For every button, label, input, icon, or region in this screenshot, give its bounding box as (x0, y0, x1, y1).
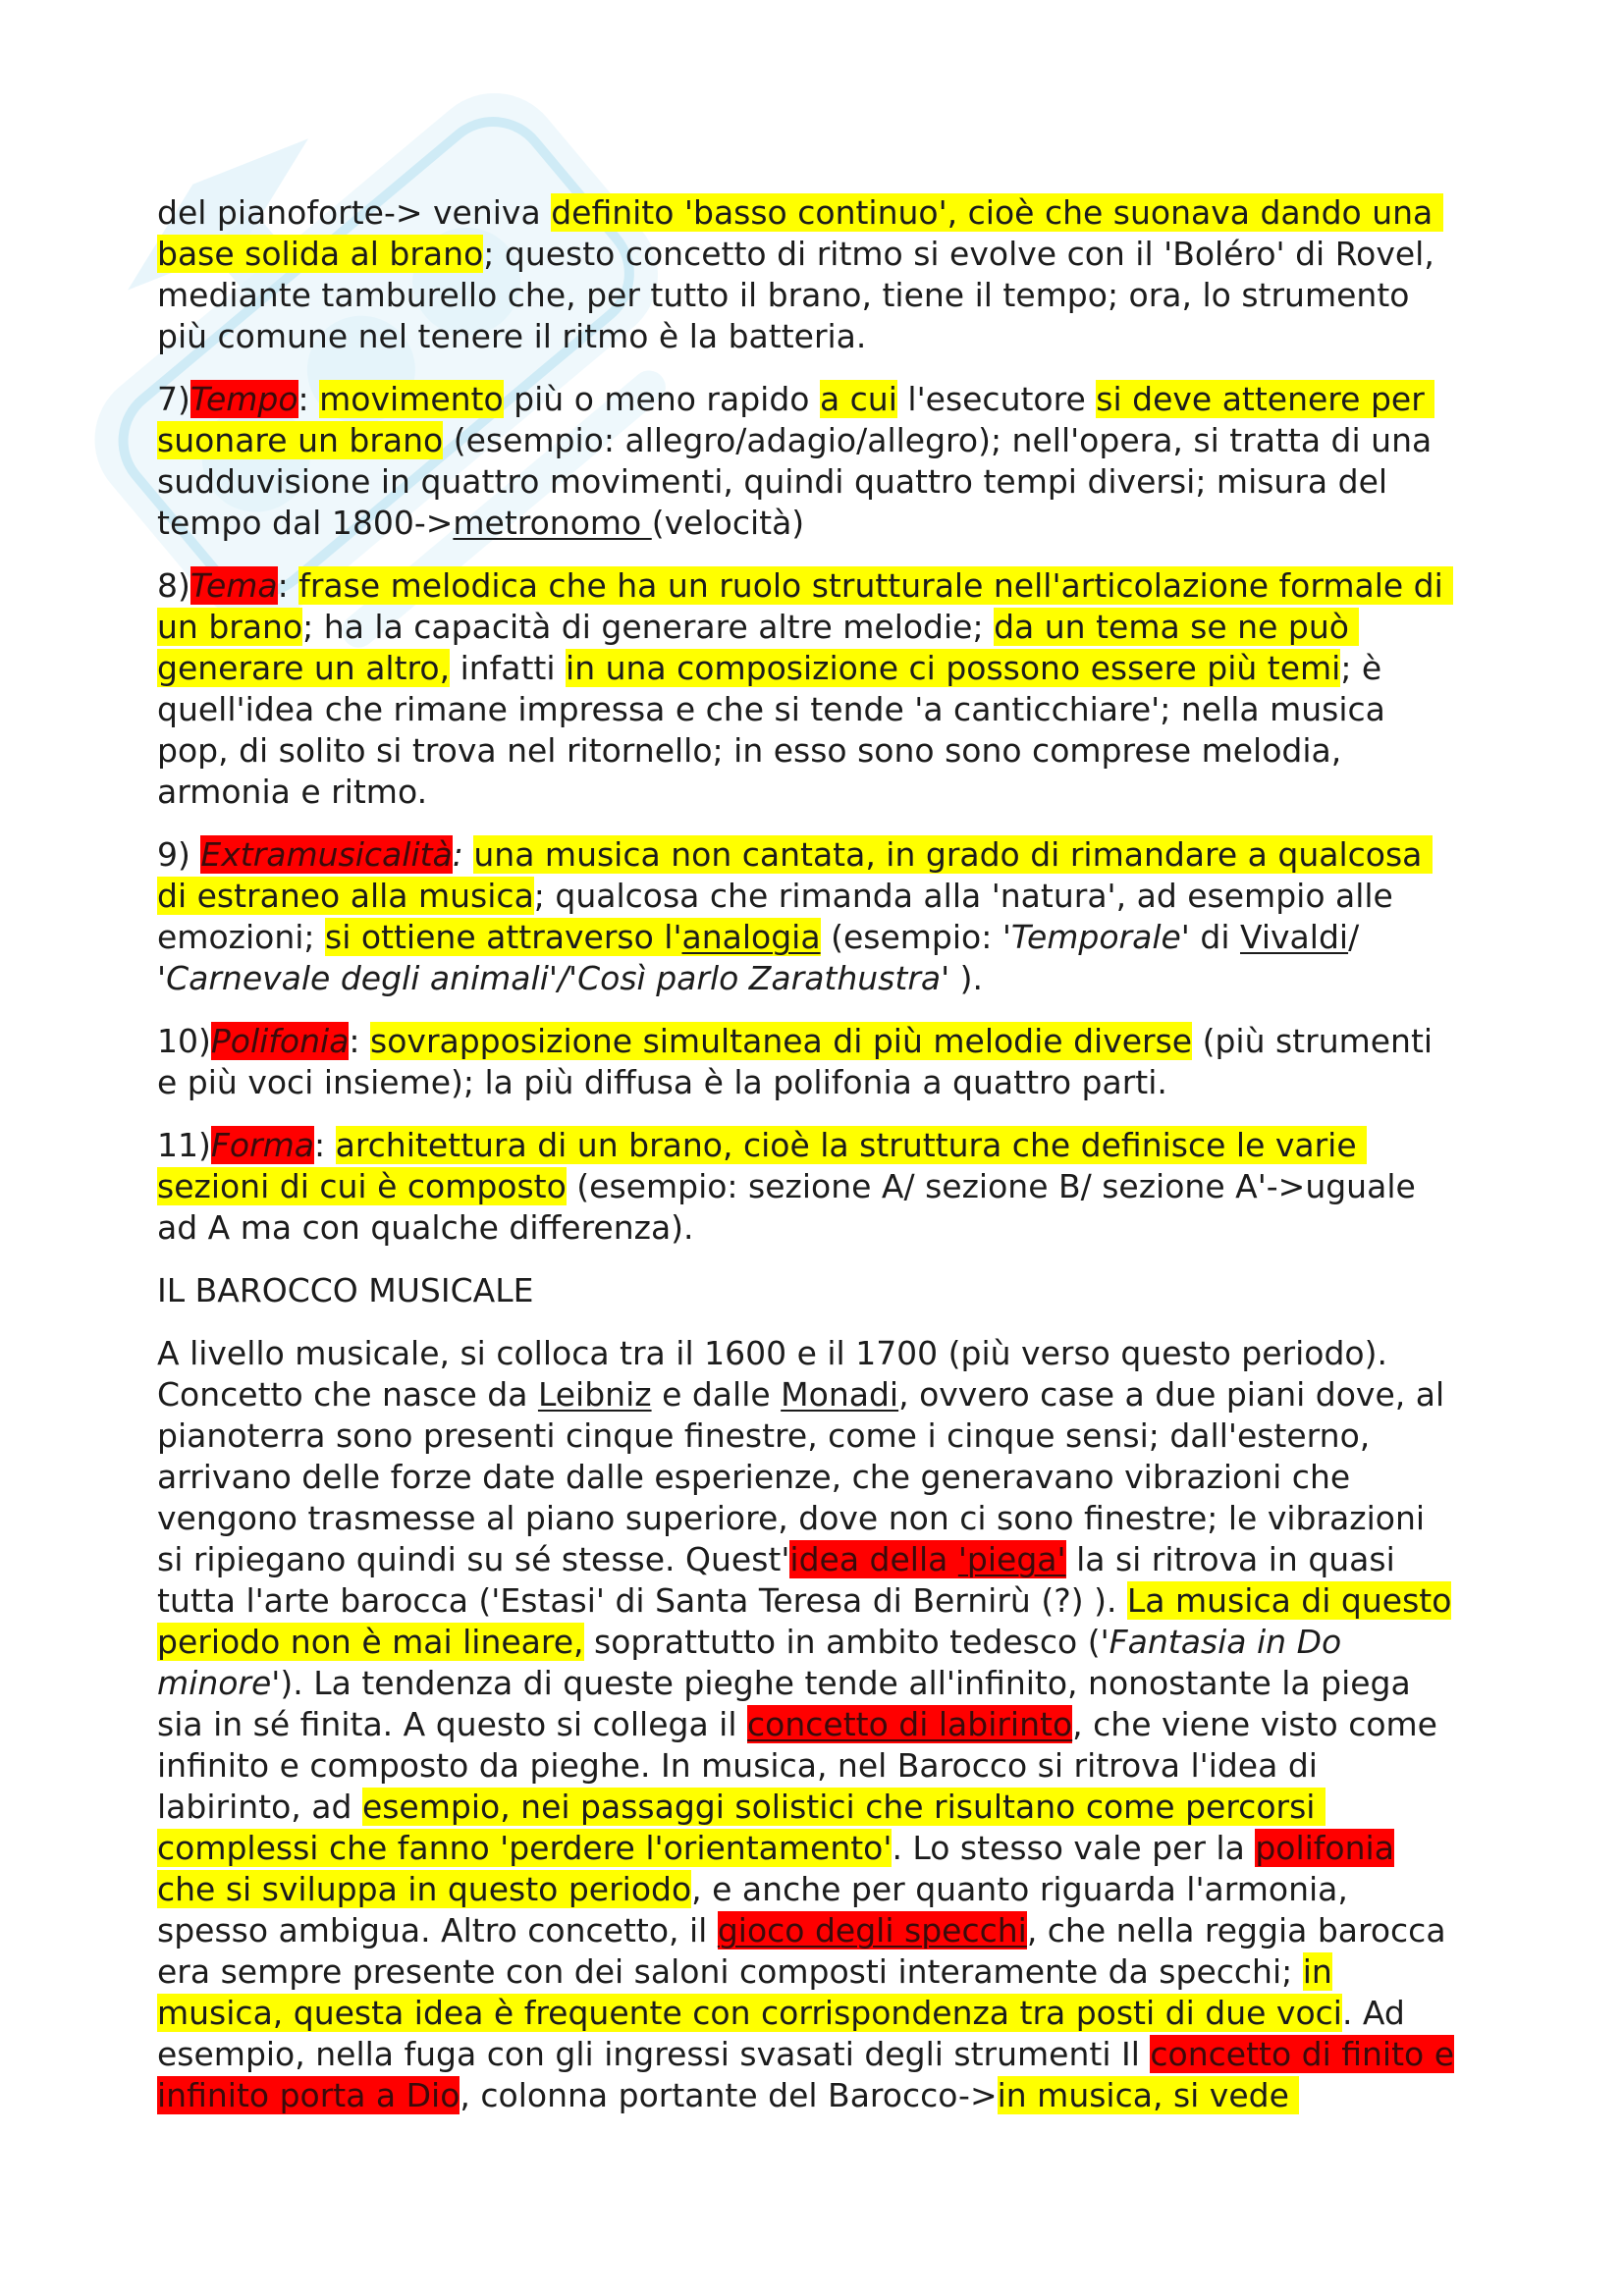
text-line (157, 1457, 1571, 1498)
text-line (157, 420, 1571, 461)
text-run: esempio, nella fuga con gli ingressi svasati degli strumenti Il (157, 2035, 1151, 2073)
yellow-highlight: base solida al brano (157, 235, 484, 273)
text-run: vengono trasmesse al piano superiore, dove non ci sono finestre; le vibrazioni (157, 1499, 1426, 1537)
text-run: tutta l'arte barocca ('Estasi' di Santa Teresa di Bernirù (?) ). (157, 1581, 1127, 1620)
text-run: emozioni; (157, 918, 326, 956)
text-line (157, 648, 1571, 689)
yellow-highlight: frase melodica che ha un ruolo strutturale nell'articolazione formale di (298, 566, 1454, 605)
text-line (157, 1166, 1571, 1207)
text-line (157, 1663, 1571, 1704)
text-run: 10) (157, 1022, 211, 1060)
yellow-highlight: architettura di un brano, cioè la struttura che definisce le varie (335, 1126, 1368, 1164)
text-run: infatti (450, 649, 567, 687)
italic-text: Fantasia in Do (1109, 1623, 1342, 1661)
text-run: : (313, 1126, 336, 1164)
paragraph (157, 192, 1571, 357)
text-line (157, 234, 1571, 275)
yellow-highlight: movimento (319, 380, 504, 418)
underlined-text: Vivaldi (1240, 918, 1349, 956)
underlined-text: Monadi (781, 1375, 899, 1414)
yellow-highlight: a cui (819, 380, 897, 418)
text-run: soprattutto in ambito tedesco (' (583, 1623, 1109, 1661)
text-run: , che nella reggia barocca (1026, 1911, 1446, 1949)
red-highlight: gioco degli specchi (717, 1911, 1027, 1949)
text-run: 8) (157, 566, 190, 605)
italic-text: 'Temporale' (1001, 918, 1190, 956)
text-line (157, 1745, 1571, 1787)
text-run: arrivano delle forze date dalle esperienze, che generavano vibrazioni che (157, 1458, 1351, 1496)
red-highlight: infinito porta a Dio (157, 2076, 460, 2114)
text-run: si ripiegano quindi su sé stesse. Quest' (157, 1540, 790, 1578)
yellow-highlight: un brano (157, 608, 303, 646)
text-run: (esempio: (820, 918, 1002, 956)
text-run: (velocità) (651, 504, 805, 542)
text-run: : (349, 1022, 371, 1060)
text-line (157, 2075, 1571, 2116)
yellow-highlight: sovrapposizione simultanea di più melodie diverse (370, 1022, 1193, 1060)
text-run: e più voci insieme); la più diffusa è la polifonia a quattro parti. (157, 1063, 1167, 1101)
text-line (157, 1021, 1571, 1062)
text-line (157, 1539, 1571, 1580)
text-line (157, 275, 1571, 316)
text-run: pianoterra sono presenti cinque finestre, come i cinque sensi; dall'esterno, (157, 1416, 1371, 1455)
text-line (157, 1415, 1571, 1457)
text-line (157, 1704, 1571, 1745)
red-highlight: idea della (789, 1540, 958, 1578)
text-run: , ovvero case a due piani dove, al (898, 1375, 1445, 1414)
underlined-text: metronomo (453, 504, 652, 542)
text-run: (esempio: allegro/adagio/allegro); nell'opera, si tratta di una (443, 421, 1433, 459)
text-run: di (1189, 918, 1240, 956)
text-run: , colonna portante del Barocco-> (460, 2076, 998, 2114)
text-run: e dalle (651, 1375, 782, 1414)
red-highlight: concetto di finito e (1150, 2035, 1455, 2073)
section-heading (157, 1270, 1571, 1311)
yellow-highlight: sezioni di cui è composto (157, 1167, 567, 1205)
text-line (157, 1207, 1571, 1249)
text-run: mediante tamburello che, per tutto il brano, tiene il tempo; ora, lo strumento (157, 276, 1410, 314)
yellow-highlight: si deve attenere per (1096, 380, 1435, 418)
yellow-highlight: di estraneo alla musica (157, 877, 534, 915)
text-run: : (298, 380, 320, 418)
text-run: ; è (1340, 649, 1382, 687)
text-run: armonia e ritmo. (157, 773, 428, 811)
text-run: ad A ma con qualche differenza). (157, 1208, 694, 1247)
red-highlight: Tempo (189, 380, 298, 418)
text-line (157, 1125, 1571, 1166)
text-run: : (277, 566, 299, 605)
text-line (157, 461, 1571, 503)
text-run: del pianoforte-> veniva (157, 193, 552, 232)
yellow-highlight: una musica non cantata, in grado di rimandare a qualcosa (473, 835, 1433, 874)
yellow-highlight: analogia (681, 918, 821, 956)
text-run: labirinto, ad (157, 1788, 362, 1826)
yellow-highlight: periodo non è mai lineare, (157, 1623, 584, 1661)
text-line (157, 1374, 1571, 1415)
text-line (157, 1828, 1571, 1869)
text-run: Concetto che nasce da (157, 1375, 538, 1414)
red-highlight: Extramusicalità (200, 835, 453, 874)
text-line (157, 503, 1571, 544)
yellow-highlight: esempio, nei passaggi solistici che risultano come percorsi (361, 1788, 1325, 1826)
text-run: / (1348, 918, 1360, 956)
paragraph (157, 1333, 1571, 2116)
yellow-highlight: si ottiene attraverso l' (325, 918, 682, 956)
red-highlight: Polifonia (210, 1022, 350, 1060)
paragraph (157, 565, 1571, 813)
paragraph (157, 1125, 1571, 1249)
red-highlight: 'piega' (957, 1540, 1066, 1578)
text-run: . Lo stesso vale per la (892, 1829, 1256, 1867)
yellow-highlight: generare un altro, (157, 649, 451, 687)
paragraph (157, 1021, 1571, 1103)
text-run: ; qualcosa che rimanda alla 'natura', ad esempio alle (533, 877, 1393, 915)
text-run: 9) (157, 835, 201, 874)
yellow-highlight: in musica, si vede (997, 2076, 1300, 2114)
text-run: quell'idea che rimane impressa e che si tende 'a canticchiare'; nella musica (157, 690, 1385, 728)
paragraph (157, 379, 1571, 544)
text-run: l'esecutore (896, 380, 1097, 418)
text-line (157, 1062, 1571, 1103)
paragraph (157, 834, 1571, 999)
text-run: '). La tendenza di queste pieghe tende all'infinito, nonostante la piega (271, 1664, 1411, 1702)
text-line (157, 1951, 1571, 1993)
text-run: più o meno rapido (503, 380, 820, 418)
document-body (157, 192, 1571, 2138)
text-line (157, 379, 1571, 420)
yellow-highlight: complessi che fanno 'perdere l'orientamento' (157, 1829, 893, 1867)
yellow-highlight: La musica di questo (1126, 1581, 1452, 1620)
text-run: (esempio: sezione A/ sezione B/ sezione A'->uguale (566, 1167, 1416, 1205)
text-run: sudduvisione in quattro movimenti, quindi quattro tempi diversi; misura del (157, 462, 1388, 501)
text-run: ). (949, 959, 984, 997)
text-line (157, 1910, 1571, 1951)
underlined-text: Leibniz (537, 1375, 652, 1414)
text-run: , che viene visto come (1072, 1705, 1437, 1743)
text-line (157, 917, 1571, 958)
text-line (157, 2034, 1571, 2075)
text-line (157, 834, 1571, 876)
text-run: ; ha la capacità di generare altre melodie; (302, 608, 995, 646)
text-run: , e anche per quanto riguarda l'armonia, (691, 1870, 1348, 1908)
text-line (157, 1622, 1571, 1663)
red-highlight: Tema (189, 566, 278, 605)
text-line (157, 876, 1571, 917)
yellow-highlight: in una composizione ci possono essere più temi (566, 649, 1341, 687)
text-run: era sempre presente con dei saloni composti interamente da specchi; (157, 1952, 1303, 1991)
text-line (157, 607, 1571, 648)
text-run: 7) (157, 380, 190, 418)
text-line (157, 565, 1571, 607)
red-highlight: Forma (210, 1126, 314, 1164)
text-line (157, 958, 1571, 999)
text-run: 11) (157, 1126, 211, 1164)
text-line (157, 730, 1571, 772)
red-highlight: concetto di labirinto (747, 1705, 1073, 1743)
text-run: la si ritrova in quasi (1065, 1540, 1395, 1578)
text-line (157, 1993, 1571, 2034)
text-run: infinito e composto da pieghe. In musica, nel Barocco si ritrova l'idea di (157, 1746, 1318, 1785)
yellow-highlight: in (1302, 1952, 1332, 1991)
text-run: ; questo concetto di ritmo si evolve con il 'Boléro' di Rovel, (483, 235, 1434, 273)
text-run: spesso ambigua. Altro concetto, il (157, 1911, 718, 1949)
yellow-highlight: definito 'basso continuo', cioè che suonava dando una (551, 193, 1443, 232)
text-line (157, 1580, 1571, 1622)
yellow-highlight: suonare un brano (157, 421, 444, 459)
text-run: . Ad (1341, 1994, 1405, 2032)
red-highlight: polifonia (1255, 1829, 1394, 1867)
italic-text: 'Carnevale degli animali'/'Così parlo Zarathustra' (157, 959, 950, 997)
yellow-highlight: musica, questa idea è frequente con corrispondenza tra posti di due voci (157, 1994, 1342, 2032)
text-line (157, 689, 1571, 730)
text-line (157, 316, 1571, 357)
text-run: (più strumenti (1192, 1022, 1434, 1060)
italic-text: : (452, 835, 474, 874)
text-line (157, 1333, 1571, 1374)
italic-text: minore (157, 1664, 272, 1702)
text-line (157, 192, 1571, 234)
text-run: più comune nel tenere il ritmo è la batteria. (157, 317, 867, 355)
text-line (157, 1869, 1571, 1910)
text-run: tempo dal 1800-> (157, 504, 454, 542)
text-run: sia in sé finita. A questo si collega il (157, 1705, 747, 1743)
yellow-highlight: che si sviluppa in questo periodo (157, 1870, 692, 1908)
text-run: A livello musicale, si colloca tra il 1600 e il 1700 (più verso questo periodo). (157, 1334, 1387, 1372)
text-line (157, 1787, 1571, 1828)
yellow-highlight: da un tema se ne può (994, 608, 1360, 646)
text-run: IL BAROCCO MUSICALE (157, 1271, 534, 1309)
text-line (157, 772, 1571, 813)
text-run: pop, di solito si trova nel ritornello; in esso sono sono comprese melodia, (157, 731, 1342, 770)
text-line (157, 1270, 1571, 1311)
text-line (157, 1498, 1571, 1539)
